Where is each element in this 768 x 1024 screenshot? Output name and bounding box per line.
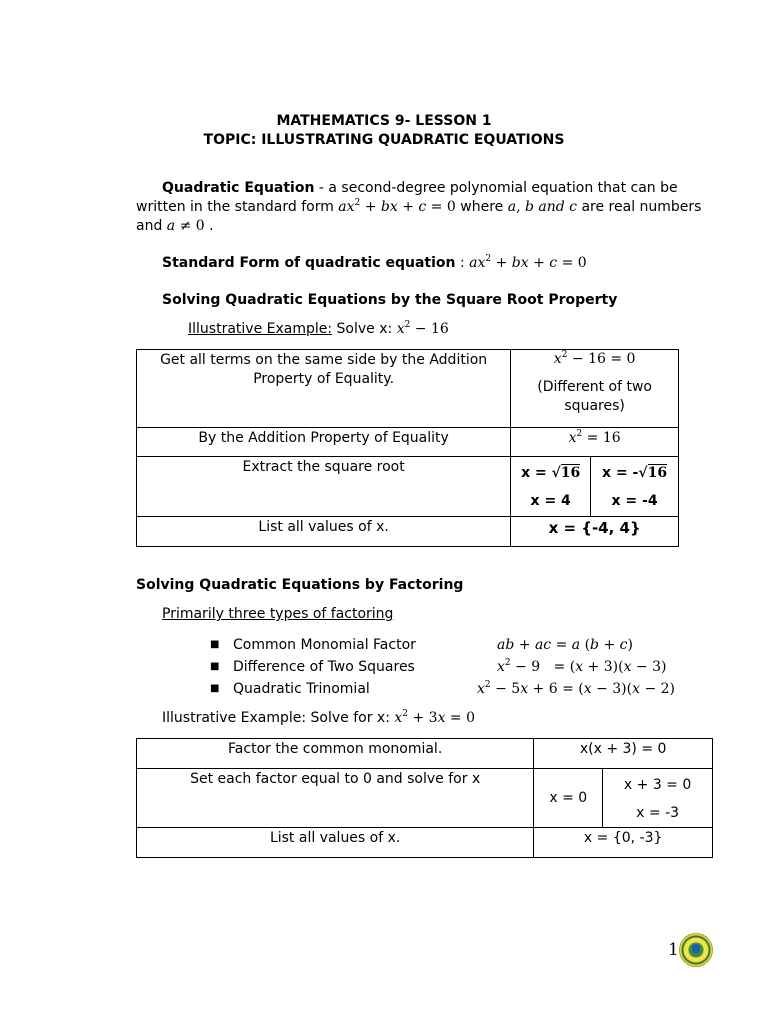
square-root-table xyxy=(136,349,679,547)
standard-form-equation: $ax^2$ + bx + c = 0 xyxy=(338,198,456,215)
table-cell: x = -√16 x = -4 xyxy=(591,457,679,517)
table-cell: Set each factor equal to 0 and solve for x xyxy=(137,769,534,828)
table-cell: $x^2 - 16 = 0$ (Different of two squares) xyxy=(511,350,679,428)
table-cell: x + 3 = 0 x = -3 xyxy=(603,769,713,828)
equation-x2-equals-16: $x^2 = 16$ xyxy=(568,429,621,446)
section-factoring-heading: Solving Quadratic Equations by Factoring xyxy=(136,577,464,593)
table-cell: x = {0, -3} xyxy=(534,828,713,858)
example-2-math: $x^2 + 3x = 0$ xyxy=(394,709,476,726)
table-cell: x = √16 x = 4 xyxy=(511,457,591,517)
factoring-types-subheading: Primarily three types of factoring xyxy=(162,606,394,622)
definition-term: Quadratic Equation xyxy=(162,180,315,196)
page-number: 1 xyxy=(668,940,679,960)
table-cell: Get all terms on the same side by the Addition Property of Equality. xyxy=(137,350,511,428)
table-cell: Extract the square root xyxy=(137,457,511,517)
table-cell: Factor the common monomial. xyxy=(137,739,534,769)
table-cell: x = {-4, 4} xyxy=(511,517,679,547)
standard-form-line: Standard Form of quadratic equation : $ax^2$ + bx + c = 0 xyxy=(162,254,587,271)
bullet-icon: ■ xyxy=(210,683,220,694)
a-not-zero-math: a ≠ 0 xyxy=(166,218,205,234)
table-row xyxy=(137,457,679,517)
quadratic-trinomial-formula: $x^2 - 5x + 6 = (x - 3)(x - 2)$ xyxy=(477,680,676,697)
illustrative-example-1: Illustrative Example: Solve x: $x^2 - 16$ xyxy=(188,320,449,337)
table-cell xyxy=(511,428,679,457)
example-1-math: $x^2 - 16$ xyxy=(396,320,449,337)
bullet-icon: ■ xyxy=(210,661,220,672)
school-seal-icon xyxy=(680,934,712,966)
definition-line-3: and a ≠ 0 . xyxy=(136,218,214,234)
difference-of-squares-formula: $x^2 - 9 = (x + 3)(x - 3)$ xyxy=(497,658,667,675)
sqrt-16-negative: √16 xyxy=(638,465,668,481)
table-row xyxy=(137,739,713,769)
table-cell: List all values of x. xyxy=(137,517,511,547)
table-cell: List all values of x. xyxy=(137,828,534,858)
standard-form-math: $ax^2$ + bx + c = 0 xyxy=(469,254,587,271)
table-row xyxy=(137,428,679,457)
section-square-root-heading: Solving Quadratic Equations by the Square Root Property xyxy=(162,292,618,308)
coefficients-math: a, b and c xyxy=(507,199,578,215)
definition-line-2: written in the standard form $ax^2$ + bx + c = 0 where a, b and c are real numbers xyxy=(136,198,702,215)
factoring-table xyxy=(136,738,713,858)
illustrative-example-2: Illustrative Example: Solve for x: $x^2 + 3x = 0$ xyxy=(162,709,476,726)
table-row xyxy=(137,350,679,428)
table-row xyxy=(137,769,713,828)
table-cell: x = 0 xyxy=(534,769,603,828)
table-row xyxy=(137,828,713,858)
topic-title: TOPIC: ILLUSTRATING QUADRATIC EQUATIONS xyxy=(203,132,565,148)
table-row xyxy=(137,517,679,547)
definition-line-1: Quadratic Equation - a second-degree polynomial equation that can be xyxy=(162,180,678,196)
equation-x2-minus-16: $x^2 - 16 = 0$ xyxy=(553,350,636,367)
lesson-title: MATHEMATICS 9- LESSON 1 xyxy=(276,113,492,129)
bullet-icon: ■ xyxy=(210,639,220,650)
standard-form-label: Standard Form of quadratic equation xyxy=(162,255,456,271)
common-monomial-formula: ab + ac = a (b + c) xyxy=(497,637,633,653)
table-cell: x(x + 3) = 0 xyxy=(534,739,713,769)
sqrt-16-positive: √16 xyxy=(551,465,581,481)
table-cell: By the Addition Property of Equality xyxy=(137,428,511,457)
